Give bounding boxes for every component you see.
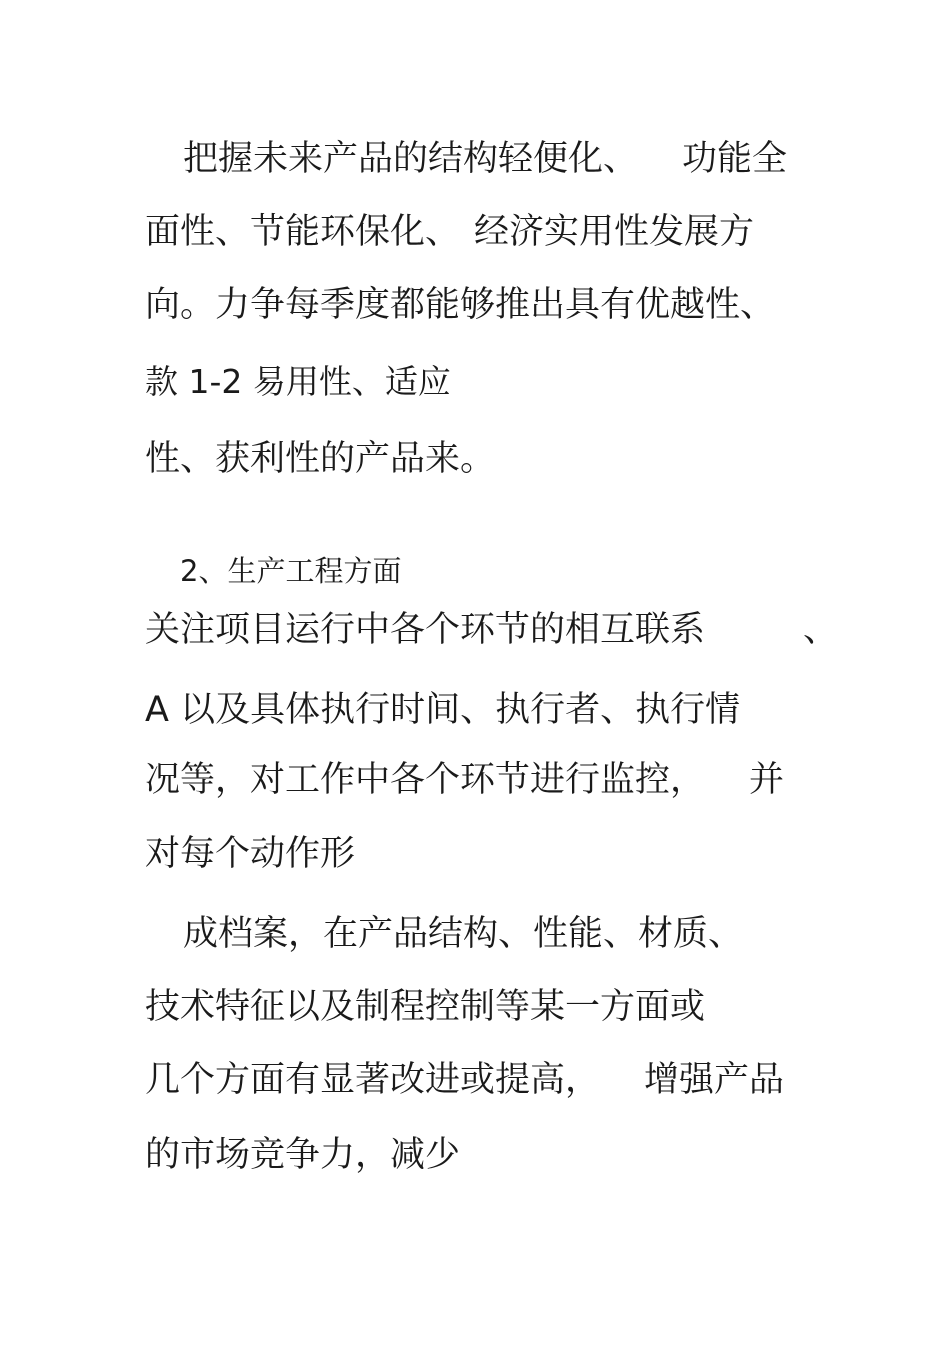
text-run: 经济实用性发展方 bbox=[474, 212, 755, 252]
paragraph-line-2 bbox=[145, 210, 754, 254]
text-run: 面性、节能环保化、 bbox=[145, 212, 461, 252]
paragraph-line-1 bbox=[183, 137, 787, 181]
section-line-2: A 以及具体执行时间、执行者、执行情 bbox=[145, 690, 741, 730]
text-run: 增强产品 bbox=[644, 1060, 785, 1100]
text-run: 把握未来产品的结构轻便化、 bbox=[183, 139, 639, 179]
text-run: 几个方面有显著改进或提高， bbox=[145, 1060, 601, 1100]
section-line-3 bbox=[145, 758, 784, 802]
text-run: 并 bbox=[749, 760, 785, 800]
section-heading: 2、生产工程方面 bbox=[180, 554, 402, 588]
paragraph-line-3: 向。力争每季度都能够推出具有优越性、 bbox=[145, 285, 776, 325]
section-line-8: 的市场竞争力，减少 bbox=[145, 1135, 461, 1175]
section-line-1-trail: 、 bbox=[803, 610, 839, 650]
text-run: 况等，对工作中各个环节进行监控， bbox=[145, 760, 706, 800]
section-line-7 bbox=[145, 1058, 784, 1102]
section-line-5: 成档案，在产品结构、性能、材质、 bbox=[183, 914, 744, 954]
paragraph-line-5: 性、获利性的产品来。 bbox=[145, 439, 496, 479]
section-line-1: 关注项目运行中各个环节的相互联系 bbox=[145, 610, 706, 650]
paragraph-line-4: 款 1-2 易用性、适应 bbox=[145, 362, 451, 401]
text-run: 功能全 bbox=[682, 139, 788, 179]
section-line-6: 技术特征以及制程控制等某一方面或 bbox=[145, 987, 706, 1027]
section-line-4: 对每个动作形 bbox=[145, 834, 356, 874]
